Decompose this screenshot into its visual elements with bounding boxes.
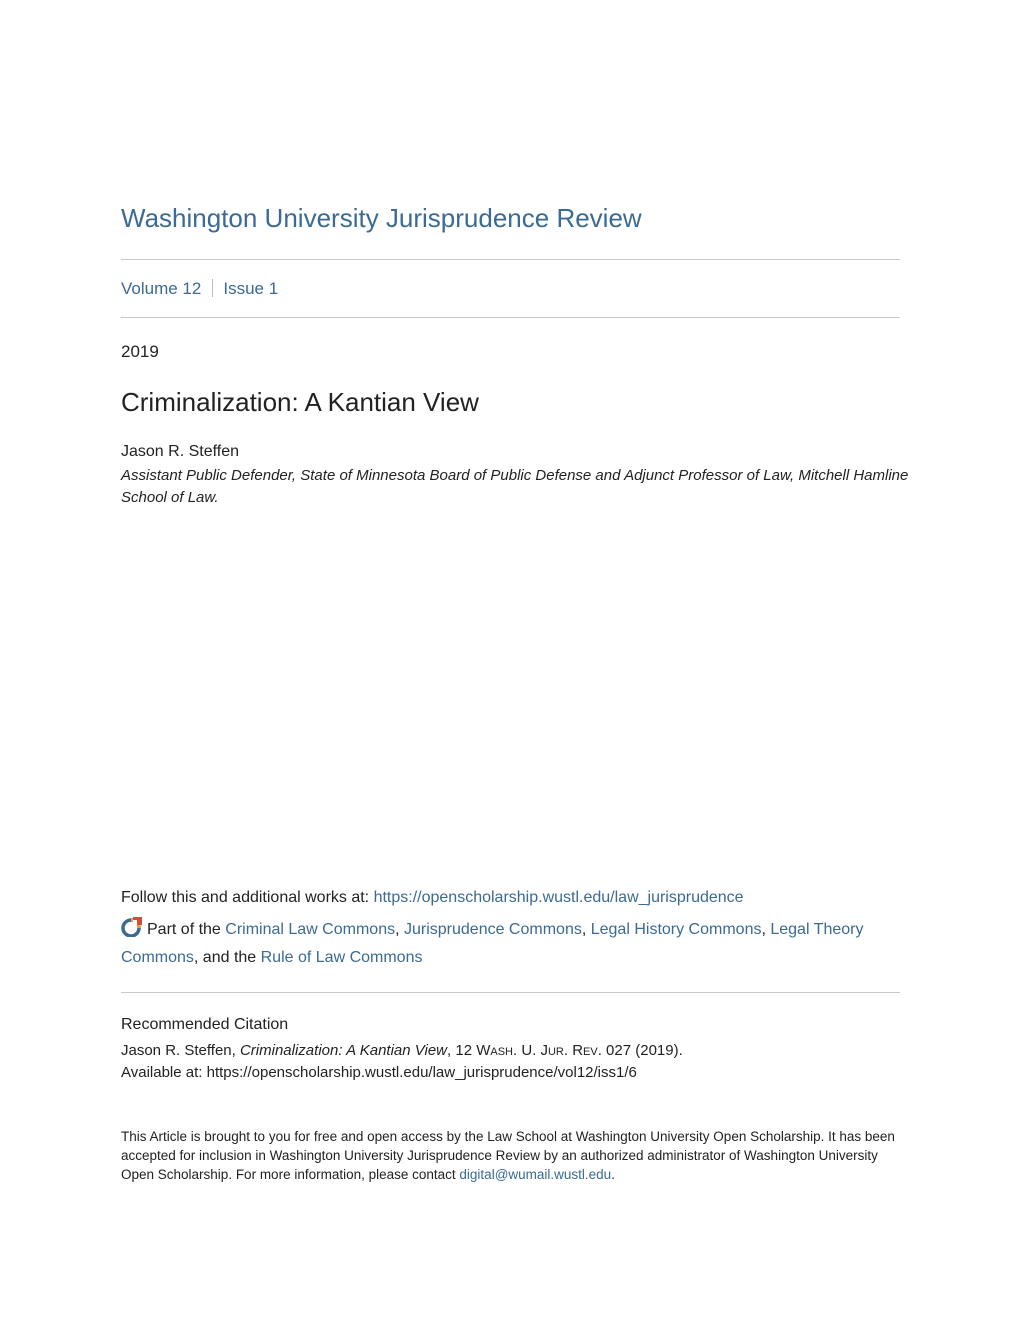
recommended-citation-heading: Recommended Citation [121, 1016, 289, 1033]
author-name: Jason R. Steffen [121, 443, 239, 460]
follow-url-link[interactable]: https://openscholarship.wustl.edu/law_jurisprudence [373, 889, 744, 906]
divider [121, 992, 900, 993]
article-title: Criminalization: A Kantian View [121, 387, 479, 417]
recommended-citation-body [121, 1040, 911, 1084]
legal-theory-commons-link[interactable]: Legal Theory Commons [121, 921, 864, 966]
bepress-logo-icon [121, 917, 143, 937]
volume-issue-nav [121, 279, 278, 299]
access-statement [121, 1127, 901, 1184]
period: . [611, 1167, 615, 1182]
author-affiliation: Assistant Public Defender, State of Minnesota Board of Public Defense and Adjunct Professor of Law, Mitchell Hamline School of Law. [121, 467, 909, 506]
comma: , [581, 921, 591, 938]
publication-year: 2019 [121, 342, 159, 361]
citation-pages-year: 027 (2019). [601, 1042, 683, 1059]
follow-line [121, 889, 744, 907]
part-of-label: Part of the [147, 921, 226, 938]
citation-volume: , 12 [447, 1042, 477, 1059]
rule-of-law-commons-link[interactable]: Rule of Law Commons [260, 949, 423, 966]
citation-title: Criminalization: A Kantian View [239, 1042, 448, 1059]
legal-history-commons-link[interactable]: Legal History Commons [590, 921, 762, 938]
follow-label: Follow this and additional works at: [121, 889, 374, 906]
volume-link[interactable]: Volume 12 [121, 279, 202, 298]
comma: , [761, 921, 771, 938]
citation-author: Jason R. Steffen, [121, 1042, 240, 1059]
access-statement-text: This Article is brought to you for free and open access by the Law School at Washington University Open Scholarship. It has been accepted for inclusion in Washington University Jurisprudence Review by an authorized administrator of Washington University Open Scholarship. For more information, please contact [121, 1129, 895, 1182]
comma: , [395, 921, 404, 938]
divider [121, 317, 900, 318]
available-at-label: Available at: [121, 1064, 207, 1081]
jurisprudence-commons-link[interactable]: Jurisprudence Commons [403, 921, 582, 938]
contact-email-link[interactable]: digital@wumail.wustl.edu [459, 1167, 612, 1182]
separator [212, 279, 213, 297]
journal-title-link[interactable]: Washington University Jurisprudence Review [121, 203, 642, 233]
criminal-law-commons-link[interactable]: Criminal Law Commons [225, 921, 396, 938]
and-the-label: , and the [193, 949, 261, 966]
issue-link[interactable]: Issue 1 [223, 279, 279, 298]
available-at-url: https://openscholarship.wustl.edu/law_jurisprudence/vol12/iss1/6 [206, 1064, 637, 1081]
part-of-commons [121, 916, 911, 972]
citation-journal-abbrev: Wash. U. Jur. Rev. [476, 1042, 602, 1059]
divider [121, 259, 900, 260]
